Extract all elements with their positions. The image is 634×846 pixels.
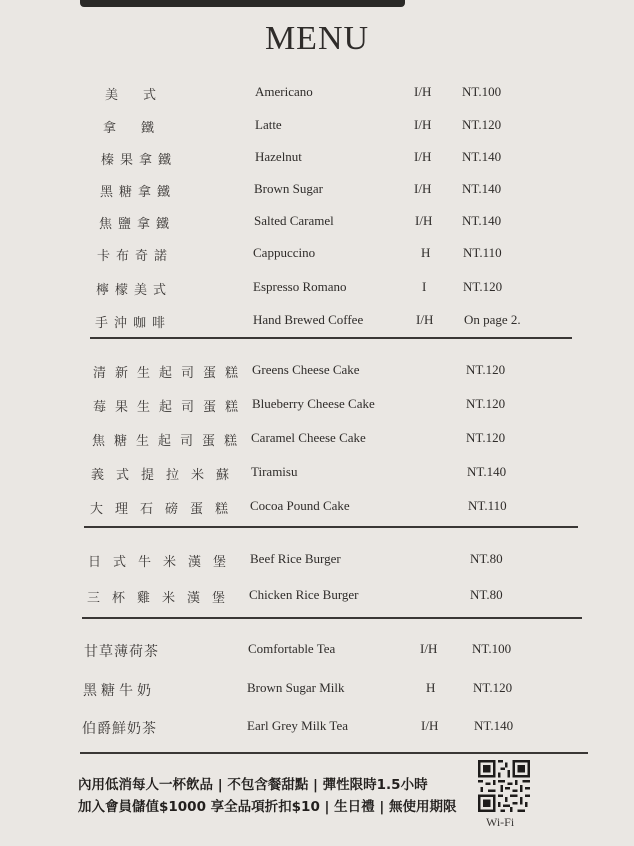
item-price: NT.140 — [474, 718, 514, 733]
item-en-name: Cappuccino — [253, 245, 316, 260]
item-zh-name: 焦鹽拿鐵 — [99, 217, 176, 232]
item-en-name: Chicken Rice Burger — [249, 587, 359, 602]
list-item — [0, 117, 634, 147]
item-en-name: Hazelnut — [255, 149, 302, 164]
item-price: NT.140 — [462, 149, 502, 164]
item-zh-name: 焦糖生起司蛋糕 — [92, 434, 247, 449]
item-zh-name: 美 式 — [105, 88, 163, 103]
list-item — [0, 279, 634, 309]
item-price: NT.140 — [462, 181, 502, 196]
wifi-qr-code-icon[interactable] — [478, 760, 530, 812]
list-item — [0, 587, 634, 617]
item-zh-name: 黑糖拿鐵 — [100, 185, 177, 200]
item-size: I/H — [414, 181, 432, 196]
section-divider — [90, 337, 572, 339]
item-en-name: Brown Sugar — [254, 181, 323, 196]
item-en-name: Tiramisu — [251, 464, 298, 479]
item-zh-name: 手沖咖啡 — [95, 316, 172, 331]
item-en-name: Latte — [255, 117, 282, 132]
item-en-name: Americano — [255, 84, 313, 99]
item-en-name: Beef Rice Burger — [250, 551, 341, 566]
item-zh-name: 三杯雞米漢堡 — [87, 591, 238, 606]
item-zh-name: 榛果拿鐵 — [101, 153, 178, 168]
item-zh-name: 清新生起司蛋糕 — [93, 366, 248, 381]
section-divider — [80, 752, 588, 754]
item-price: NT.110 — [468, 498, 507, 513]
list-item — [0, 181, 634, 211]
item-size: H — [421, 245, 431, 260]
list-item — [0, 430, 634, 460]
item-price: NT.100 — [472, 641, 512, 656]
minimum-order-notice: 內用低消每人一杯飲品 | 不包含餐甜點 | 彈性限時1.5小時 — [78, 777, 428, 793]
item-zh-name: 大理石磅蛋糕 — [90, 502, 241, 517]
item-en-name: Salted Caramel — [254, 213, 334, 228]
item-en-name: Brown Sugar Milk — [247, 680, 345, 695]
item-size: I/H — [416, 312, 434, 327]
item-zh-name: 拿 鐵 — [103, 121, 161, 136]
item-zh-name: 義式提拉米蘇 — [91, 468, 242, 483]
item-price: NT.120 — [466, 430, 506, 445]
item-price: NT.140 — [467, 464, 507, 479]
list-item — [0, 464, 634, 494]
item-zh-name: 莓果生起司蛋糕 — [93, 400, 248, 415]
item-size: H — [426, 680, 436, 695]
item-size: I/H — [420, 641, 438, 656]
item-size: I — [422, 279, 427, 294]
item-en-name: Greens Cheese Cake — [252, 362, 360, 377]
item-price: NT.80 — [470, 551, 503, 566]
item-price: NT.120 — [463, 279, 503, 294]
item-price: NT.100 — [462, 84, 502, 99]
list-item — [0, 498, 634, 528]
item-price: NT.120 — [466, 362, 506, 377]
item-zh-name: 黑糖牛奶 — [83, 683, 155, 699]
item-price: NT.120 — [466, 396, 506, 411]
item-price: NT.80 — [470, 587, 503, 602]
item-en-name: Caramel Cheese Cake — [251, 430, 366, 445]
list-item — [0, 213, 634, 243]
item-zh-name: 卡布奇諾 — [97, 249, 174, 264]
list-item — [0, 245, 634, 275]
item-price: NT.120 — [473, 680, 513, 695]
item-size: I/H — [414, 117, 432, 132]
item-size: I/H — [415, 213, 433, 228]
item-en-name: Hand Brewed Coffee — [253, 312, 364, 327]
menu-title: MENU — [264, 20, 370, 57]
item-zh-name: 日式牛米漢堡 — [88, 555, 239, 570]
item-en-name: Earl Grey Milk Tea — [247, 718, 349, 733]
item-price: NT.110 — [463, 245, 502, 260]
top-dark-strip — [80, 0, 405, 7]
list-item — [0, 396, 634, 426]
item-en-name: Blueberry Cheese Cake — [252, 396, 375, 411]
item-price: On page 2. — [464, 312, 521, 327]
list-item — [0, 362, 634, 392]
item-en-name: Cocoa Pound Cake — [250, 498, 350, 513]
section-divider — [84, 526, 578, 528]
list-item — [0, 551, 634, 581]
membership-notice: 加入會員儲值$1000 享全品項折扣$10 | 生日禮 | 無使用期限 — [78, 799, 457, 815]
item-en-name: Comfortable Tea — [248, 641, 336, 656]
item-price: NT.140 — [462, 213, 502, 228]
list-item — [0, 680, 634, 710]
item-size: I/H — [421, 718, 439, 733]
list-item — [0, 84, 634, 114]
item-size: I/H — [414, 84, 432, 99]
list-item — [0, 149, 634, 179]
item-zh-name: 甘草薄荷茶 — [84, 644, 159, 660]
wifi-label: Wi-Fi — [486, 815, 515, 829]
item-zh-name: 伯爵鮮奶茶 — [82, 721, 157, 737]
list-item — [0, 641, 634, 671]
item-price: NT.120 — [462, 117, 502, 132]
section-divider — [82, 617, 582, 619]
item-en-name: Espresso Romano — [253, 279, 347, 294]
item-zh-name: 檸檬美式 — [96, 283, 173, 298]
list-item — [0, 718, 634, 748]
item-size: I/H — [414, 149, 432, 164]
